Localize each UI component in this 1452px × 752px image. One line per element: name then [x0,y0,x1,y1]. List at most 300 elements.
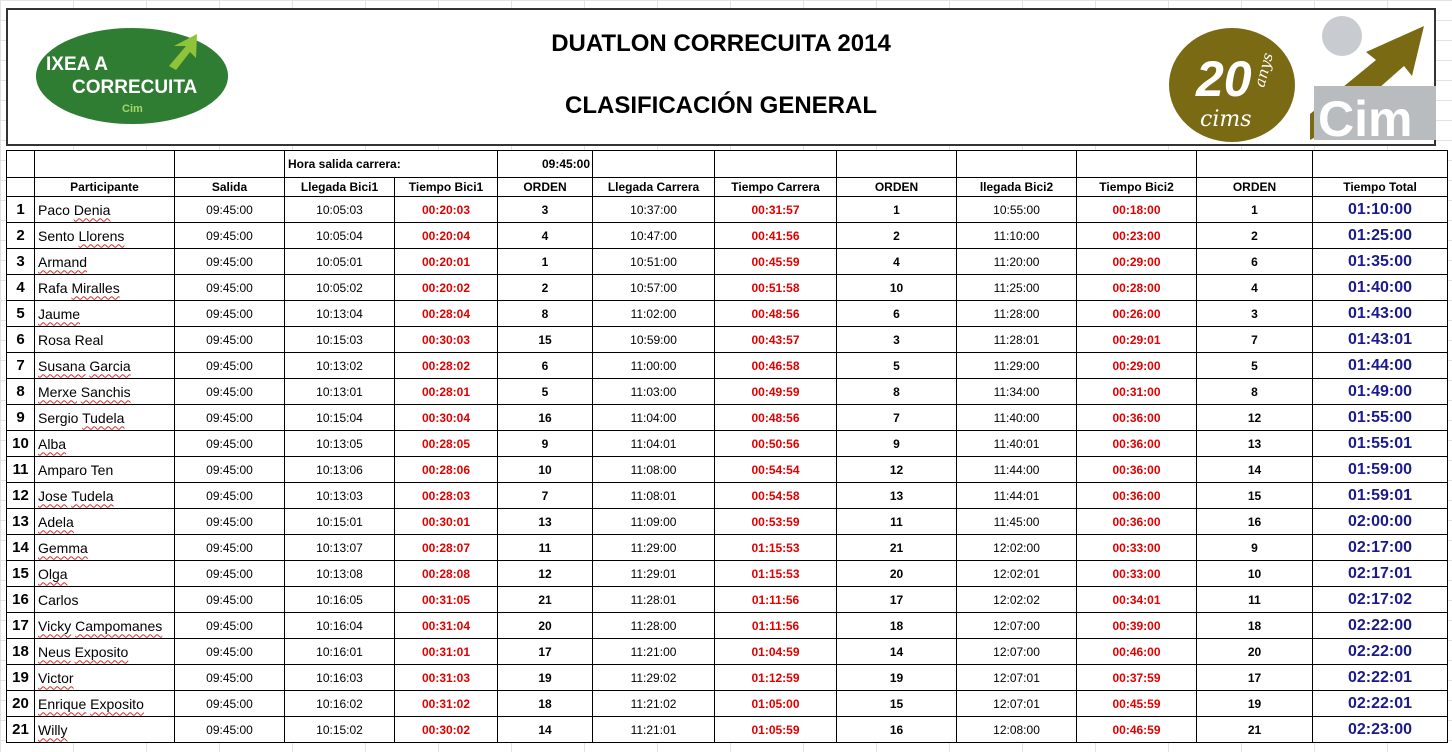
tiempo-bici2-cell[interactable]: 00:33:00 [1077,535,1197,561]
orden2-cell[interactable]: 1 [837,197,957,223]
tiempo-bici1-cell[interactable]: 00:30:03 [395,327,498,353]
position-cell[interactable]: 20 [7,691,35,717]
header-llegada-bici1[interactable]: Llegada Bici1 [285,178,395,197]
orden1-cell[interactable]: 11 [498,535,593,561]
tiempo-total-cell[interactable]: 01:35:00 [1313,249,1448,275]
orden1-cell[interactable]: 18 [498,691,593,717]
salida-cell[interactable]: 09:45:00 [175,639,285,665]
orden3-cell[interactable]: 19 [1197,691,1313,717]
orden2-cell[interactable]: 5 [837,353,957,379]
tiempo-bici1-cell[interactable]: 00:30:04 [395,405,498,431]
participant-name[interactable]: Alba [35,431,175,457]
participant-name[interactable]: Olga [35,561,175,587]
llegada-bici2-cell[interactable]: 12:02:00 [957,535,1077,561]
llegada-carrera-cell[interactable]: 11:03:00 [593,379,715,405]
tiempo-carrera-cell[interactable]: 01:15:53 [715,561,837,587]
orden3-cell[interactable]: 11 [1197,587,1313,613]
tiempo-bici1-cell[interactable]: 00:30:02 [395,717,498,743]
participant-name[interactable]: Jose Tudela [35,483,175,509]
llegada-bici2-cell[interactable]: 11:25:00 [957,275,1077,301]
tiempo-carrera-cell[interactable]: 00:45:59 [715,249,837,275]
llegada-bici2-cell[interactable]: 11:40:01 [957,431,1077,457]
llegada-bici1-cell[interactable]: 10:16:01 [285,639,395,665]
table-row[interactable] [7,665,1448,691]
llegada-carrera-cell[interactable]: 10:57:00 [593,275,715,301]
tiempo-bici2-cell[interactable]: 00:46:00 [1077,639,1197,665]
orden3-cell[interactable]: 17 [1197,665,1313,691]
tiempo-total-cell[interactable]: 01:43:01 [1313,327,1448,353]
tiempo-carrera-cell[interactable]: 00:53:59 [715,509,837,535]
table-row[interactable] [7,249,1448,275]
position-cell[interactable]: 18 [7,639,35,665]
tiempo-bici1-cell[interactable]: 00:20:01 [395,249,498,275]
position-cell[interactable]: 9 [7,405,35,431]
llegada-bici1-cell[interactable]: 10:05:01 [285,249,395,275]
tiempo-total-cell[interactable]: 02:17:02 [1313,587,1448,613]
table-row[interactable] [7,327,1448,353]
llegada-bici1-cell[interactable]: 10:13:05 [285,431,395,457]
tiempo-carrera-cell[interactable]: 00:54:54 [715,457,837,483]
orden1-cell[interactable]: 9 [498,431,593,457]
llegada-carrera-cell[interactable]: 11:00:00 [593,353,715,379]
orden3-cell[interactable]: 14 [1197,457,1313,483]
salida-cell[interactable]: 09:45:00 [175,197,285,223]
tiempo-bici2-cell[interactable]: 00:34:01 [1077,587,1197,613]
orden2-cell[interactable]: 18 [837,613,957,639]
participant-name[interactable]: Sento Llorens [35,223,175,249]
tiempo-bici1-cell[interactable]: 00:28:06 [395,457,498,483]
orden2-cell[interactable]: 4 [837,249,957,275]
tiempo-total-cell[interactable]: 02:23:00 [1313,717,1448,743]
tiempo-bici2-cell[interactable]: 00:39:00 [1077,613,1197,639]
tiempo-total-cell[interactable]: 02:22:00 [1313,639,1448,665]
orden3-cell[interactable]: 6 [1197,249,1313,275]
llegada-carrera-cell[interactable]: 11:28:00 [593,613,715,639]
position-cell[interactable]: 3 [7,249,35,275]
orden2-cell[interactable]: 17 [837,587,957,613]
orden2-cell[interactable]: 12 [837,457,957,483]
llegada-bici2-cell[interactable]: 11:40:00 [957,405,1077,431]
participant-name[interactable]: Amparo Ten [35,457,175,483]
orden2-cell[interactable]: 14 [837,639,957,665]
tiempo-bici2-cell[interactable]: 00:36:00 [1077,431,1197,457]
llegada-carrera-cell[interactable]: 10:59:00 [593,327,715,353]
tiempo-total-cell[interactable]: 01:10:00 [1313,197,1448,223]
tiempo-bici1-cell[interactable]: 00:31:02 [395,691,498,717]
orden3-cell[interactable]: 8 [1197,379,1313,405]
salida-cell[interactable]: 09:45:00 [175,717,285,743]
tiempo-bici2-cell[interactable]: 00:36:00 [1077,509,1197,535]
llegada-bici1-cell[interactable]: 10:16:03 [285,665,395,691]
tiempo-total-cell[interactable]: 01:59:01 [1313,483,1448,509]
llegada-carrera-cell[interactable]: 11:21:02 [593,691,715,717]
tiempo-bici1-cell[interactable]: 00:31:04 [395,613,498,639]
salida-cell[interactable]: 09:45:00 [175,561,285,587]
orden3-cell[interactable]: 3 [1197,301,1313,327]
llegada-carrera-cell[interactable]: 10:47:00 [593,223,715,249]
position-cell[interactable]: 11 [7,457,35,483]
participant-name[interactable]: Paco Denia [35,197,175,223]
llegada-bici1-cell[interactable]: 10:16:04 [285,613,395,639]
salida-cell[interactable]: 09:45:00 [175,691,285,717]
llegada-carrera-cell[interactable]: 11:08:01 [593,483,715,509]
llegada-carrera-cell[interactable]: 11:04:01 [593,431,715,457]
orden1-cell[interactable]: 12 [498,561,593,587]
salida-cell[interactable]: 09:45:00 [175,405,285,431]
table-row[interactable] [7,561,1448,587]
orden1-cell[interactable]: 2 [498,275,593,301]
llegada-bici2-cell[interactable]: 11:20:00 [957,249,1077,275]
orden1-cell[interactable]: 4 [498,223,593,249]
llegada-carrera-cell[interactable]: 11:02:00 [593,301,715,327]
llegada-bici1-cell[interactable]: 10:16:05 [285,587,395,613]
tiempo-bici1-cell[interactable]: 00:30:01 [395,509,498,535]
orden2-cell[interactable]: 15 [837,691,957,717]
position-cell[interactable]: 2 [7,223,35,249]
participant-name[interactable]: Victor [35,665,175,691]
participant-name[interactable]: Sergio Tudela [35,405,175,431]
salida-cell[interactable]: 09:45:00 [175,613,285,639]
orden3-cell[interactable]: 18 [1197,613,1313,639]
position-cell[interactable]: 4 [7,275,35,301]
tiempo-carrera-cell[interactable]: 01:04:59 [715,639,837,665]
tiempo-bici1-cell[interactable]: 00:20:02 [395,275,498,301]
salida-cell[interactable]: 09:45:00 [175,431,285,457]
llegada-bici2-cell[interactable]: 12:02:01 [957,561,1077,587]
header-llegada-carrera[interactable]: Llegada Carrera [593,178,715,197]
tiempo-bici2-cell[interactable]: 00:29:00 [1077,249,1197,275]
tiempo-total-cell[interactable]: 01:49:00 [1313,379,1448,405]
participant-name[interactable]: Enrique Exposito [35,691,175,717]
orden2-cell[interactable]: 9 [837,431,957,457]
llegada-bici1-cell[interactable]: 10:15:01 [285,509,395,535]
llegada-bici1-cell[interactable]: 10:13:02 [285,353,395,379]
orden1-cell[interactable]: 8 [498,301,593,327]
header-tiempo-carrera[interactable]: Tiempo Carrera [715,178,837,197]
tiempo-carrera-cell[interactable]: 01:11:56 [715,587,837,613]
llegada-bici2-cell[interactable]: 11:44:01 [957,483,1077,509]
tiempo-total-cell[interactable]: 02:00:00 [1313,509,1448,535]
llegada-bici1-cell[interactable]: 10:13:01 [285,379,395,405]
tiempo-carrera-cell[interactable]: 00:50:56 [715,431,837,457]
llegada-bici1-cell[interactable]: 10:05:02 [285,275,395,301]
llegada-bici2-cell[interactable]: 12:07:01 [957,691,1077,717]
tiempo-bici2-cell[interactable]: 00:26:00 [1077,301,1197,327]
tiempo-total-cell[interactable]: 02:22:01 [1313,691,1448,717]
orden3-cell[interactable]: 21 [1197,717,1313,743]
position-cell[interactable]: 7 [7,353,35,379]
llegada-carrera-cell[interactable]: 11:28:01 [593,587,715,613]
tiempo-carrera-cell[interactable]: 00:51:58 [715,275,837,301]
orden2-cell[interactable]: 13 [837,483,957,509]
tiempo-bici2-cell[interactable]: 00:36:00 [1077,457,1197,483]
tiempo-total-cell[interactable]: 01:43:00 [1313,301,1448,327]
salida-cell[interactable]: 09:45:00 [175,275,285,301]
tiempo-carrera-cell[interactable]: 01:15:53 [715,535,837,561]
llegada-bici2-cell[interactable]: 11:45:00 [957,509,1077,535]
participant-name[interactable]: Armand [35,249,175,275]
llegada-bici2-cell[interactable]: 10:55:00 [957,197,1077,223]
tiempo-total-cell[interactable]: 01:44:00 [1313,353,1448,379]
tiempo-total-cell[interactable]: 01:25:00 [1313,223,1448,249]
participant-name[interactable]: Gemma [35,535,175,561]
tiempo-bici1-cell[interactable]: 00:28:03 [395,483,498,509]
table-row[interactable] [7,301,1448,327]
salida-cell[interactable]: 09:45:00 [175,249,285,275]
llegada-bici1-cell[interactable]: 10:05:04 [285,223,395,249]
orden2-cell[interactable]: 6 [837,301,957,327]
table-row[interactable] [7,405,1448,431]
orden3-cell[interactable]: 2 [1197,223,1313,249]
table-row[interactable] [7,717,1448,743]
orden1-cell[interactable]: 15 [498,327,593,353]
tiempo-bici2-cell[interactable]: 00:29:00 [1077,353,1197,379]
tiempo-carrera-cell[interactable]: 00:49:59 [715,379,837,405]
tiempo-total-cell[interactable]: 01:59:00 [1313,457,1448,483]
table-row[interactable] [7,379,1448,405]
llegada-carrera-cell[interactable]: 11:08:00 [593,457,715,483]
tiempo-bici1-cell[interactable]: 00:28:02 [395,353,498,379]
tiempo-bici2-cell[interactable]: 00:37:59 [1077,665,1197,691]
orden1-cell[interactable]: 10 [498,457,593,483]
orden1-cell[interactable]: 20 [498,613,593,639]
llegada-carrera-cell[interactable]: 11:09:00 [593,509,715,535]
tiempo-bici1-cell[interactable]: 00:28:04 [395,301,498,327]
participant-name[interactable]: Vicky Campomanes [35,613,175,639]
tiempo-total-cell[interactable]: 02:22:01 [1313,665,1448,691]
tiempo-carrera-cell[interactable]: 00:41:56 [715,223,837,249]
salida-cell[interactable]: 09:45:00 [175,223,285,249]
salida-cell[interactable]: 09:45:00 [175,301,285,327]
position-cell[interactable]: 21 [7,717,35,743]
tiempo-bici1-cell[interactable]: 00:31:01 [395,639,498,665]
llegada-carrera-cell[interactable]: 11:29:00 [593,535,715,561]
participant-name[interactable]: Adela [35,509,175,535]
salida-cell[interactable]: 09:45:00 [175,379,285,405]
tiempo-carrera-cell[interactable]: 01:11:56 [715,613,837,639]
llegada-bici2-cell[interactable]: 11:28:00 [957,301,1077,327]
table-row[interactable] [7,587,1448,613]
participant-name[interactable]: Neus Exposito [35,639,175,665]
orden1-cell[interactable]: 3 [498,197,593,223]
orden1-cell[interactable]: 21 [498,587,593,613]
tiempo-carrera-cell[interactable]: 00:46:58 [715,353,837,379]
salida-cell[interactable]: 09:45:00 [175,509,285,535]
salida-cell[interactable]: 09:45:00 [175,483,285,509]
tiempo-bici1-cell[interactable]: 00:20:04 [395,223,498,249]
tiempo-bici2-cell[interactable]: 00:29:01 [1077,327,1197,353]
orden2-cell[interactable]: 21 [837,535,957,561]
salida-cell[interactable]: 09:45:00 [175,535,285,561]
tiempo-bici2-cell[interactable]: 00:18:00 [1077,197,1197,223]
position-cell[interactable]: 12 [7,483,35,509]
llegada-bici1-cell[interactable]: 10:13:04 [285,301,395,327]
position-cell[interactable]: 6 [7,327,35,353]
position-cell[interactable]: 19 [7,665,35,691]
tiempo-carrera-cell[interactable]: 01:05:59 [715,717,837,743]
llegada-carrera-cell[interactable]: 11:29:01 [593,561,715,587]
llegada-bici2-cell[interactable]: 11:34:00 [957,379,1077,405]
participant-name[interactable]: Susana Garcia [35,353,175,379]
orden1-cell[interactable]: 5 [498,379,593,405]
participant-name[interactable]: Rafa Miralles [35,275,175,301]
llegada-bici1-cell[interactable]: 10:13:06 [285,457,395,483]
salida-cell[interactable]: 09:45:00 [175,353,285,379]
orden2-cell[interactable]: 16 [837,717,957,743]
orden1-cell[interactable]: 13 [498,509,593,535]
header-salida[interactable]: Salida [175,178,285,197]
salida-cell[interactable]: 09:45:00 [175,457,285,483]
tiempo-carrera-cell[interactable]: 00:31:57 [715,197,837,223]
position-cell[interactable]: 1 [7,197,35,223]
llegada-bici1-cell[interactable]: 10:05:03 [285,197,395,223]
orden3-cell[interactable]: 10 [1197,561,1313,587]
position-cell[interactable]: 17 [7,613,35,639]
header-orden-3[interactable]: ORDEN [1197,178,1313,197]
tiempo-bici2-cell[interactable]: 00:31:00 [1077,379,1197,405]
table-row[interactable] [7,509,1448,535]
table-row[interactable] [7,197,1448,223]
orden3-cell[interactable]: 20 [1197,639,1313,665]
orden3-cell[interactable]: 5 [1197,353,1313,379]
llegada-carrera-cell[interactable]: 11:21:01 [593,717,715,743]
llegada-bici2-cell[interactable]: 12:07:00 [957,613,1077,639]
table-row[interactable] [7,483,1448,509]
tiempo-carrera-cell[interactable]: 01:12:59 [715,665,837,691]
position-cell[interactable]: 16 [7,587,35,613]
llegada-carrera-cell[interactable]: 11:21:00 [593,639,715,665]
tiempo-bici2-cell[interactable]: 00:36:00 [1077,483,1197,509]
position-cell[interactable]: 15 [7,561,35,587]
orden2-cell[interactable]: 10 [837,275,957,301]
header-tiempo-total[interactable]: Tiempo Total [1313,178,1448,197]
orden1-cell[interactable]: 7 [498,483,593,509]
tiempo-carrera-cell[interactable]: 00:54:58 [715,483,837,509]
tiempo-carrera-cell[interactable]: 00:48:56 [715,301,837,327]
tiempo-bici1-cell[interactable]: 00:28:05 [395,431,498,457]
llegada-bici2-cell[interactable]: 12:08:00 [957,717,1077,743]
orden1-cell[interactable]: 17 [498,639,593,665]
table-row[interactable] [7,275,1448,301]
tiempo-bici1-cell[interactable]: 00:31:03 [395,665,498,691]
llegada-bici2-cell[interactable]: 12:07:01 [957,665,1077,691]
llegada-carrera-cell[interactable]: 10:51:00 [593,249,715,275]
orden1-cell[interactable]: 16 [498,405,593,431]
orden3-cell[interactable]: 9 [1197,535,1313,561]
table-row[interactable] [7,457,1448,483]
tiempo-total-cell[interactable]: 01:55:00 [1313,405,1448,431]
orden2-cell[interactable]: 2 [837,223,957,249]
tiempo-bici1-cell[interactable]: 00:20:03 [395,197,498,223]
participant-name[interactable]: Rosa Real [35,327,175,353]
tiempo-bici1-cell[interactable]: 00:28:01 [395,379,498,405]
tiempo-bici2-cell[interactable]: 00:45:59 [1077,691,1197,717]
tiempo-bici2-cell[interactable]: 00:33:00 [1077,561,1197,587]
orden3-cell[interactable]: 16 [1197,509,1313,535]
orden2-cell[interactable]: 19 [837,665,957,691]
table-row[interactable] [7,613,1448,639]
tiempo-bici1-cell[interactable]: 00:31:05 [395,587,498,613]
table-row[interactable] [7,223,1448,249]
llegada-carrera-cell[interactable]: 11:29:02 [593,665,715,691]
table-row[interactable] [7,431,1448,457]
tiempo-bici2-cell[interactable]: 00:46:59 [1077,717,1197,743]
header-participante[interactable]: Participante [35,178,175,197]
llegada-bici1-cell[interactable]: 10:15:03 [285,327,395,353]
position-cell[interactable]: 14 [7,535,35,561]
llegada-bici1-cell[interactable]: 10:13:08 [285,561,395,587]
llegada-bici2-cell[interactable]: 12:02:02 [957,587,1077,613]
orden3-cell[interactable]: 4 [1197,275,1313,301]
orden3-cell[interactable]: 13 [1197,431,1313,457]
tiempo-carrera-cell[interactable]: 00:48:56 [715,405,837,431]
table-row[interactable] [7,535,1448,561]
orden2-cell[interactable]: 7 [837,405,957,431]
orden1-cell[interactable]: 1 [498,249,593,275]
header-orden-1[interactable]: ORDEN [498,178,593,197]
llegada-carrera-cell[interactable]: 10:37:00 [593,197,715,223]
llegada-bici1-cell[interactable]: 10:15:02 [285,717,395,743]
position-cell[interactable]: 13 [7,509,35,535]
llegada-bici2-cell[interactable]: 11:28:01 [957,327,1077,353]
header-llegada-bici2[interactable]: llegada Bici2 [957,178,1077,197]
llegada-bici1-cell[interactable]: 10:13:07 [285,535,395,561]
header-tiempo-bici2[interactable]: Tiempo Bici2 [1077,178,1197,197]
tiempo-total-cell[interactable]: 01:40:00 [1313,275,1448,301]
position-cell[interactable]: 5 [7,301,35,327]
orden1-cell[interactable]: 19 [498,665,593,691]
llegada-bici2-cell[interactable]: 12:07:00 [957,639,1077,665]
orden3-cell[interactable]: 15 [1197,483,1313,509]
orden3-cell[interactable]: 7 [1197,327,1313,353]
header-orden-2[interactable]: ORDEN [837,178,957,197]
salida-cell[interactable]: 09:45:00 [175,327,285,353]
orden1-cell[interactable]: 14 [498,717,593,743]
orden3-cell[interactable]: 12 [1197,405,1313,431]
tiempo-bici1-cell[interactable]: 00:28:08 [395,561,498,587]
orden2-cell[interactable]: 8 [837,379,957,405]
participant-name[interactable]: Willy [35,717,175,743]
tiempo-total-cell[interactable]: 02:17:01 [1313,561,1448,587]
tiempo-carrera-cell[interactable]: 01:05:00 [715,691,837,717]
llegada-bici2-cell[interactable]: 11:10:00 [957,223,1077,249]
header-tiempo-bici1[interactable]: Tiempo Bici1 [395,178,498,197]
llegada-bici1-cell[interactable]: 10:13:03 [285,483,395,509]
tiempo-total-cell[interactable]: 01:55:01 [1313,431,1448,457]
tiempo-bici2-cell[interactable]: 00:28:00 [1077,275,1197,301]
tiempo-bici2-cell[interactable]: 00:23:00 [1077,223,1197,249]
orden1-cell[interactable]: 6 [498,353,593,379]
salida-cell[interactable]: 09:45:00 [175,587,285,613]
orden2-cell[interactable]: 20 [837,561,957,587]
llegada-bici2-cell[interactable]: 11:44:00 [957,457,1077,483]
participant-name[interactable]: Carlos [35,587,175,613]
orden3-cell[interactable]: 1 [1197,197,1313,223]
table-row[interactable] [7,353,1448,379]
llegada-bici1-cell[interactable]: 10:15:04 [285,405,395,431]
tiempo-bici2-cell[interactable]: 00:36:00 [1077,405,1197,431]
position-cell[interactable]: 10 [7,431,35,457]
table-row[interactable] [7,691,1448,717]
tiempo-carrera-cell[interactable]: 00:43:57 [715,327,837,353]
salida-cell[interactable]: 09:45:00 [175,665,285,691]
llegada-bici1-cell[interactable]: 10:16:02 [285,691,395,717]
tiempo-bici1-cell[interactable]: 00:28:07 [395,535,498,561]
participant-name[interactable]: Jaume [35,301,175,327]
llegada-bici2-cell[interactable]: 11:29:00 [957,353,1077,379]
llegada-carrera-cell[interactable]: 11:04:00 [593,405,715,431]
orden2-cell[interactable]: 3 [837,327,957,353]
